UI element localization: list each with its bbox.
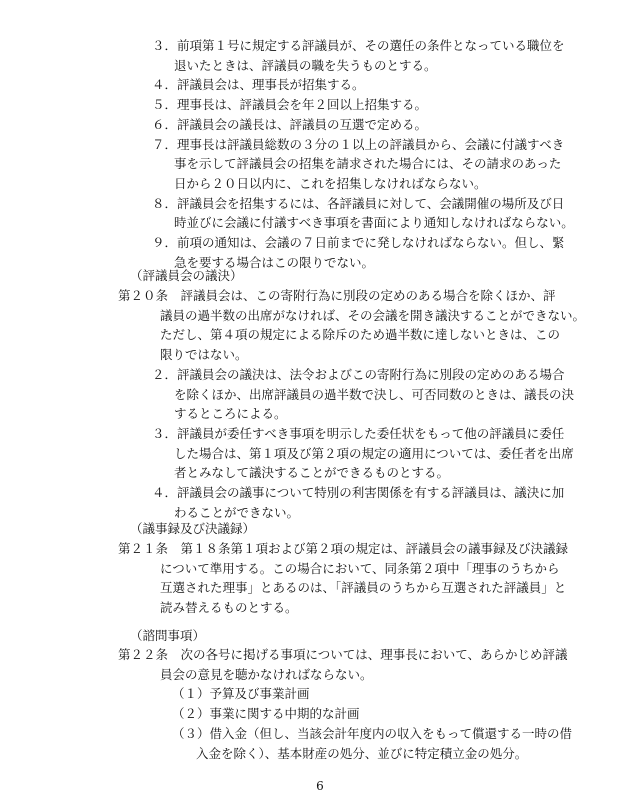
clause-line: ２．評議員会の議決は、法令およびこの寄附行為に別段の定めのある場合 xyxy=(152,366,565,382)
clause-line: を除くほか、出席評議員の過半数で決し、可否同数のときは、議長の決 xyxy=(174,386,575,402)
article-line: 第２２条 次の各号に掲げる事項については、理事長において、あらかじめ評議 xyxy=(118,647,568,662)
article-line: 限りではない。 xyxy=(160,347,248,363)
article-heading: （議事録及び決議録） xyxy=(130,521,256,536)
sub-item-line: 入金を除く）、基本財産の処分、並びに特定積立金の処分。 xyxy=(196,745,528,761)
clause-line: ３．評議員が委任すべき事項を明示した委任状をもって他の評議員に委任 xyxy=(152,425,565,441)
clause-line: ８．評議員会を招集するには、各評議員に対して、会議開催の場所及び日 xyxy=(152,195,565,211)
clause-line: 日から２０日以内に、これを招集しなければならない。 xyxy=(174,175,487,191)
clause-line: 時並びに会議に付議すべき事項を書面により通知しなければならない。 xyxy=(174,215,574,231)
article-line: について準用する。この場合において、同条第２項中「理事のうちから xyxy=(160,560,560,576)
clause-line: した場合は、第１項及び第２項の規定の適用については、委任者を出席 xyxy=(174,445,574,461)
article-heading: （評議員会の議決） xyxy=(130,268,243,283)
clause-line: ７．理事長は評議員総数の３分の１以上の評議員から、会議に付議すべき xyxy=(152,136,565,152)
article-line: 議員の過半数の出席がなければ、その会議を開き議決することができない。 xyxy=(160,307,586,323)
article-heading: （諮問事項） xyxy=(130,628,206,643)
page-number: 6 xyxy=(316,779,324,793)
clause-line: ４．評議員会の議事について特別の利害関係を有する評議員は、議決に加 xyxy=(152,485,565,500)
article-line: 員会の意見を聴かなければならない。 xyxy=(160,666,373,682)
clause-line: ９．前項の通知は、会議の７日前までに発しなければならない。但し、緊 xyxy=(152,235,565,250)
clause-line: 事を示して評議員会の招集を請求された場合には、その請求のあった xyxy=(174,156,562,172)
clause-line: ５．理事長は、評議員会を年２回以上招集する。 xyxy=(152,97,428,113)
clause-line: 急を要する場合はこの限りでない。 xyxy=(174,254,375,270)
sub-item-line: （１）予算及び事業計画 xyxy=(172,686,310,702)
clause-line: 退いたときは、評議員の職を失うものとする。 xyxy=(174,57,437,73)
clause-line: ６．評議員会の議長は、評議員の互選で定める。 xyxy=(152,116,428,132)
clause-line: ４．評議員会は、理事長が招集する。 xyxy=(152,77,365,93)
clause-line: するところによる。 xyxy=(174,406,287,422)
article-line: ただし、第４項の規定による除斥のため過半数に達しないときは、この xyxy=(160,327,561,343)
article-line: 第２０条 評議員会は、この寄附行為に別段の定めのある場合を除くほか、評 xyxy=(118,288,556,303)
article-line: 第２１条 第１８条第１項および第２項の規定は、評議員会の議事録及び決議録 xyxy=(118,541,569,556)
article-line: 互選された理事」とあるのは、「評議員のうちから互選された評議員」と xyxy=(160,580,567,596)
clause-line: ３．前項第１号に規定する評議員が、その選任の条件となっている職位を xyxy=(152,38,565,53)
sub-item-line: （３）借入金（但し、当該会計年度内の収入をもって償還する一時の借 xyxy=(172,725,573,741)
clause-line: 者とみなして議決することができるものとする。 xyxy=(174,465,450,481)
article-line: 読み替えるものとする。 xyxy=(160,600,298,616)
clause-line: わることができない。 xyxy=(174,504,300,520)
sub-item-line: （２）事業に関する中期的な計画 xyxy=(172,706,360,722)
